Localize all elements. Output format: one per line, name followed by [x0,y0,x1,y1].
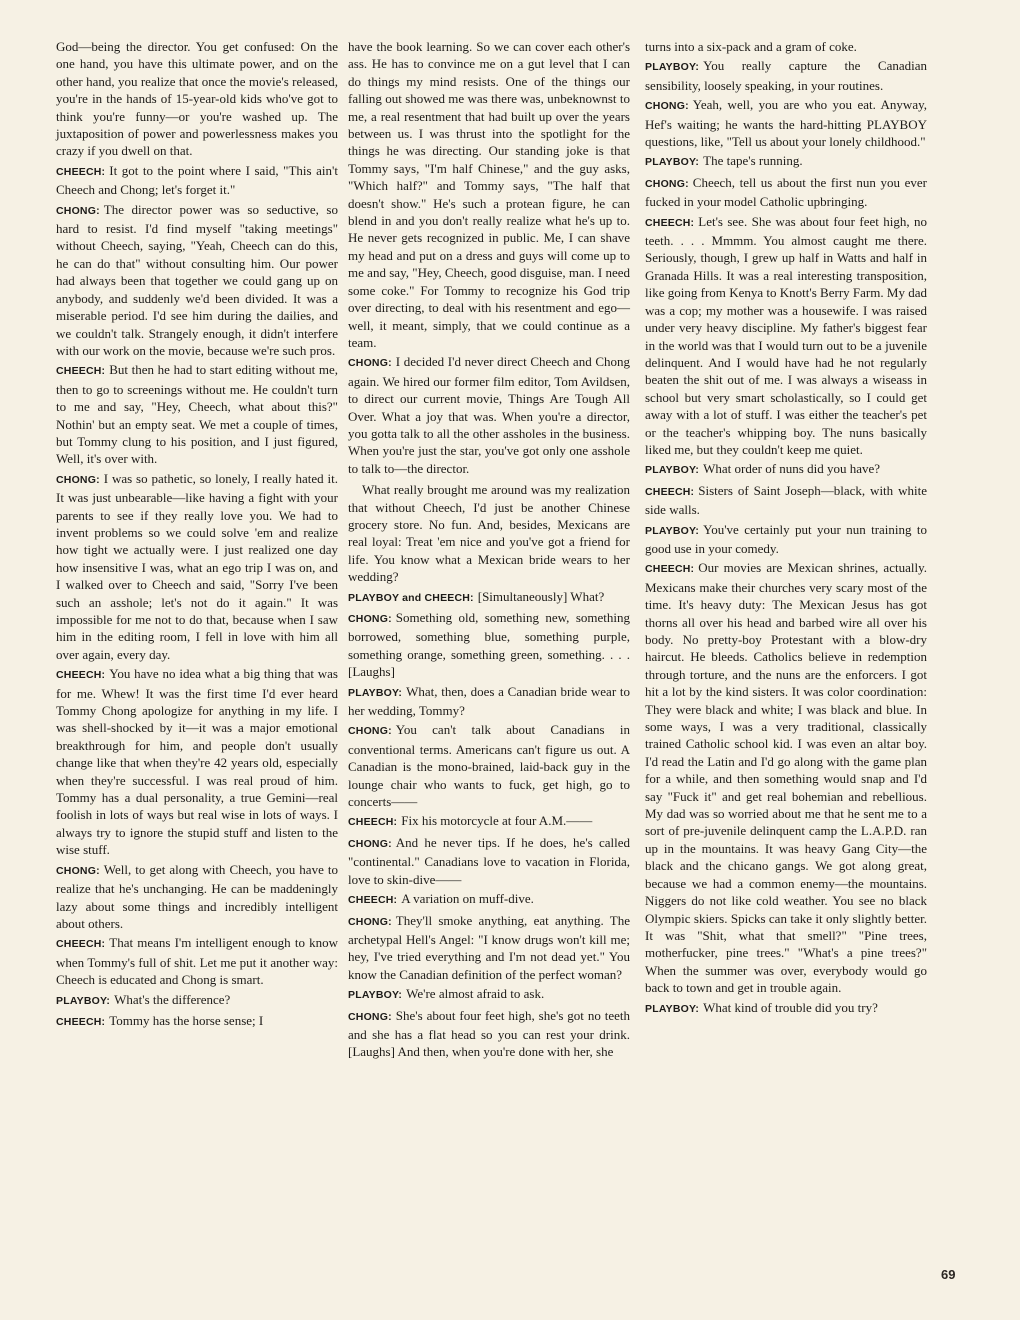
paragraph-text: Sisters of Saint Joseph—black, with white side walls. [645,482,927,518]
interview-paragraph [56,861,338,933]
interview-paragraph [348,912,630,984]
paragraph-text: Let's see. She was about four feet high, no teeth. . . . Mmmm. You almost caught me there. Seriously, though, I grew up half in Watts and half in Granada Hills. It was a real interesting transposition, like going from Kenya to Knott's Berry Farm. My dad was a cop; my mother was a housewife. I was raised under very heavy discipline. My father's biggest fear in the world was that I would turn out to be a juvenile delinquent. And I would have had he not regularly beaten the shit out of me. I was always a wiseass in school but very smart scholastically, so I could get away with a lot of stuff. I was either the teacher's pet or the teacher's whipping boy. The nuns basically liked me, but they couldn't keep me quiet. [645,213,927,457]
paragraph-text: The director power was so seductive, so hard to resist. I'd find myself "taking meetings" without Cheech, saying, "Yeah, Cheech can do this, he can do that" without consulting him. Our power had always been that together we could gang up on anybody, and suddenly we'd been divided. It was a miserable period. I'd see him during the dailies, and we couldn't talk. Strangely enough, it didn't interfere with our work on the movie, because we're such pros. [56,201,338,358]
paragraph-text: And he never tips. If he does, he's called "continental." Canadians love to vacation in Florida, love to skin-dive—— [348,834,630,887]
speaker-label: PLAYBOY and CHEECH: [348,591,474,604]
speaker-label: CHEECH: [56,938,106,951]
speaker-label: CHEECH: [645,485,695,498]
interview-paragraph [645,213,927,459]
paragraph-text: I decided I'd never direct Cheech and Chong again. We hired our former film editor, Tom Avildsen, to direct our current movie, Things Are Tough All Over. What a joy that was. When you're a director, you gotta talk to all the other assholes in the business. When you're just the star, you've got only one asshole to talk to—the director. [348,354,630,476]
interview-paragraph [56,991,338,1010]
interview-paragraph [645,174,927,211]
paragraph-text: What, then, does a Canadian bride wear to her wedding, Tommy? [348,683,630,719]
speaker-label: PLAYBOY: [645,156,700,169]
interview-paragraph [348,721,630,810]
interview-paragraph [645,152,927,171]
speaker-label: CHONG: [348,613,392,625]
interview-paragraph [645,460,927,479]
interview-paragraph [348,812,630,831]
continued-paragraph [56,38,338,160]
speaker-label: CHEECH: [645,216,695,229]
paragraph-text: turns into a six-pack and a gram of coke. [645,39,857,54]
interview-paragraph [645,999,927,1018]
speaker-label: CHEECH: [56,1015,106,1028]
paragraph-text: The tape's running. [703,153,803,169]
paragraph-text: have the book learning. So we can cover each other's ass. He has to convince me on a gut level that I can do things my mind resists. One of the things our falling out showed me was there was, unbeknownst to me, a real resentment that had built up over the years between us. I was thrust into the spotlight for the things he was directing. Our standing joke is that Tommy says, "I'm half Chinese," and the guy asks, "Which half?" and Tommy says, "The half that doesn't show." He's such a protean figure, he can blend in and you don't really realize what he's up to. He never gets recognized in public. Me, I can shave my head and put on a dress and guys will come up to me and say, "Hey, Cheech, good disguise, man. I need some coke." For Tommy to recognize his God trip over directing, to deal with his resentment and ego—well, it meant, simply, that we could continue as a team. [348,39,630,350]
interview-paragraph [348,609,630,681]
interview-paragraph [348,834,630,888]
speaker-label: CHONG: [348,357,392,370]
paragraph-text: You've certainly put your nun training to good use in your comedy. [645,521,927,556]
interview-paragraph [348,890,630,909]
speaker-label: CHEECH: [56,365,106,378]
paragraph-text: You really capture the Canadian sensibility, loosely speaking, in your routines. [645,58,927,93]
speaker-label: CHONG: [645,177,689,190]
paragraph-text: Our movies are Mexican shrines, actually. Mexicans make their churches very scary most of the time. It's heavy duty: The Mexican Jesus has got thorns all over his head and barbed wire all over his body. No pretty-boy Protestant with a blow-dry haircut. He bleeds. Catholics believe in redemption through torture, and the nuns are the enforcers. I got hit a lot by the kind sisters. It was color coordination: They were black and white; I was black and blue. In some ways, I was a very traditional, classically trained Catholic school kid. I was even an altar boy. I'd read the Latin and I'd go along with the game plan for a while, and then something would snap and I'd say "Fuck it" and get real bohemian and rebellious. My dad was so worried about me that he sent me to a sort of pre-juvenile delinquent camp the L.A.P.D. ran up in the mountains. It was heavy Gang City—the black and the chicano gangs. We got along great, because we had a common enemy—the mountains. Niggers do not like cold weather. You see no black Olympic skiers. Spicks can take it only slightly better. It was "Shit, what that smell?" "Pine trees, motherfucker, pine trees." "What's a pine trees?" When the summer was over, everybody would go back to town and get in trouble again. [645,560,927,996]
continued-paragraph [645,38,927,55]
interview-paragraph [56,162,338,199]
paragraph-text: Tommy has the horse sense; I [109,1012,264,1028]
speaker-label: PLAYBOY: [645,524,700,537]
text-column-1 [56,38,338,1033]
paragraph-text: What's the difference? [114,991,231,1007]
paragraph-text: God—being the director. You get confused: On the one hand, you have this ultimate power, and on the other hand, you realize that once the movie's released, you're in the hands of 15-year-old kids who've got to think you're funny—or you're washed up. The juxtaposition of power and powerlessness makes you crazy if you dwell on that. [56,39,338,159]
speaker-label: CHEECH: [645,563,695,576]
interview-paragraph [56,934,338,988]
paragraph-text: But then he had to start editing without me, then to go to screenings without me. He couldn't turn to me and say, "Hey, Cheech, what about this?" Nothin' but an empty seat. We met a couple of times, but Tommy clung to his position, and I just figured, Well, it's over with. [56,362,338,467]
paragraph-text: Yeah, well, you are who you eat. Anyway, Hef's waiting; he wants the hard-hitting PLAYBOY questions, like, "Tell us about your lonely childhood." [645,97,927,150]
paragraph-text: That means I'm intelligent enough to know when Tommy's full of shit. Let me put it another way: Cheech is educated and Chong is smart. [56,935,338,988]
interview-paragraph [645,96,927,150]
paragraph-text: I was so pathetic, so lonely, I really hated it. It was just unbearable—like having a fight with your parents to see if they really love you. We had to invent problems so we could solve 'em and realize how tight we actually were. I just realized one day how insensitive I was, what an ego trip I was on, and I walked over to Cheech and said, "Sorry I've been such an asshole; let's not do it again." It was impossible for me not to do that, because when I saw him in the editing room, I fell in love with him all over again, every day. [56,470,338,662]
interview-paragraph [56,201,338,360]
speaker-label: PLAYBOY: [56,994,111,1007]
paragraph-text: You have no idea what a big thing that was for me. Whew! It was the first time I'd ever heard Tommy Chong apologize for anything in my life. I was shell-shocked by it—it was a major emotional breakthrough for him, and people don't usually change like that when they're 42 years old, especially when they're successful. I was real proud of him. Tommy has a dual personality, a true Gemini—real foolish in lots of ways but real wise in lots of ways. I always try to ignore the stupid stuff and listen to the wise stuff. [56,666,338,858]
interview-paragraph [348,353,630,477]
speaker-label: CHONG: [56,473,100,486]
interview-paragraph [645,521,927,558]
paragraph-text: What order of nuns did you have? [703,461,881,477]
speaker-label: PLAYBOY: [348,989,403,1002]
paragraph-text: Something old, something new, something borrowed, something blue, something purple, something orange, something green, something. . . . [Laughs] [348,610,630,680]
speaker-label: CHEECH: [56,669,106,682]
paragraph-text: You can't talk about Canadians in conventional terms. Americans can't figure us out. A Canadian is the mono-brained, laid-back guy in the lounge chair who wants to fuck, get high, go to concerts—— [348,722,630,810]
paragraph-text: Fix his motorcycle at four A.M.—— [401,813,593,829]
continued-paragraph [348,38,630,351]
speaker-label: CHONG: [348,725,392,738]
paragraph-text: A variation on muff-dive. [401,891,534,907]
interview-paragraph [56,665,338,858]
interview-paragraph [348,1007,630,1061]
speaker-label: CHONG: [56,204,100,217]
speaker-label: PLAYBOY: [645,464,700,477]
speaker-label: CHEECH: [56,165,106,178]
speaker-label: CHEECH: [348,816,398,829]
paragraph-text: [Simultaneously] What? [477,588,605,604]
paragraph-text: They'll smoke anything, eat anything. The archetypal Hell's Angel: "I know drugs won't kill me; hey, I've tried everything and I'm not dead yet." You know the Canadian definition of the perfect woman? [348,912,630,982]
interview-paragraph [56,470,338,663]
interview-paragraph [348,985,630,1004]
interview-paragraph [645,559,927,996]
interview-paragraph [645,482,927,519]
speaker-label: PLAYBOY: [645,1002,700,1015]
speaker-label: PLAYBOY: [348,686,403,699]
paragraph-text: Well, to get along with Cheech, you have to realize that he's unchanging. He can be maddeningly lazy about some things and incredibly intelligent about others. [56,861,338,931]
paragraph-text: Cheech, tell us about the first nun you ever fucked in your model Catholic upbringing. [645,174,927,210]
page-number: 69 [941,1267,956,1282]
text-column-2 [348,38,630,1063]
paragraph-text: She's about four feet high, she's got no teeth and she has a flat head so you can rest your drink. [Laughs] And then, when you're done with her, she [348,1007,630,1060]
text-column-3 [645,38,927,1020]
interview-paragraph [56,361,338,467]
paragraph-text: We're almost afraid to ask. [406,986,545,1002]
paragraph-text: It got to the point where I said, "This ain't Cheech and Chong; let's forget it." [56,162,338,198]
speaker-label: CHONG: [348,915,392,928]
continued-paragraph [348,481,630,585]
speaker-label: CHONG: [645,100,689,113]
speaker-label: CHEECH: [348,894,398,907]
speaker-label: CHONG: [56,864,100,877]
interview-paragraph [348,683,630,720]
speaker-label: CHONG: [348,837,392,850]
interview-paragraph [645,57,927,94]
interview-paragraph [56,1012,338,1031]
interview-paragraph [348,588,630,607]
paragraph-text: What kind of trouble did you try? [703,999,878,1015]
paragraph-text: What really brought me around was my realization that without Cheech, I'd just be another Chinese grocery store. No fun. And, besides, Mexicans are real loyal: Treat 'em nice and you've got a friend for life. You know what a Mexican bride wears to her wedding? [348,482,630,585]
speaker-label: CHONG: [348,1010,392,1023]
speaker-label: PLAYBOY: [645,61,700,74]
